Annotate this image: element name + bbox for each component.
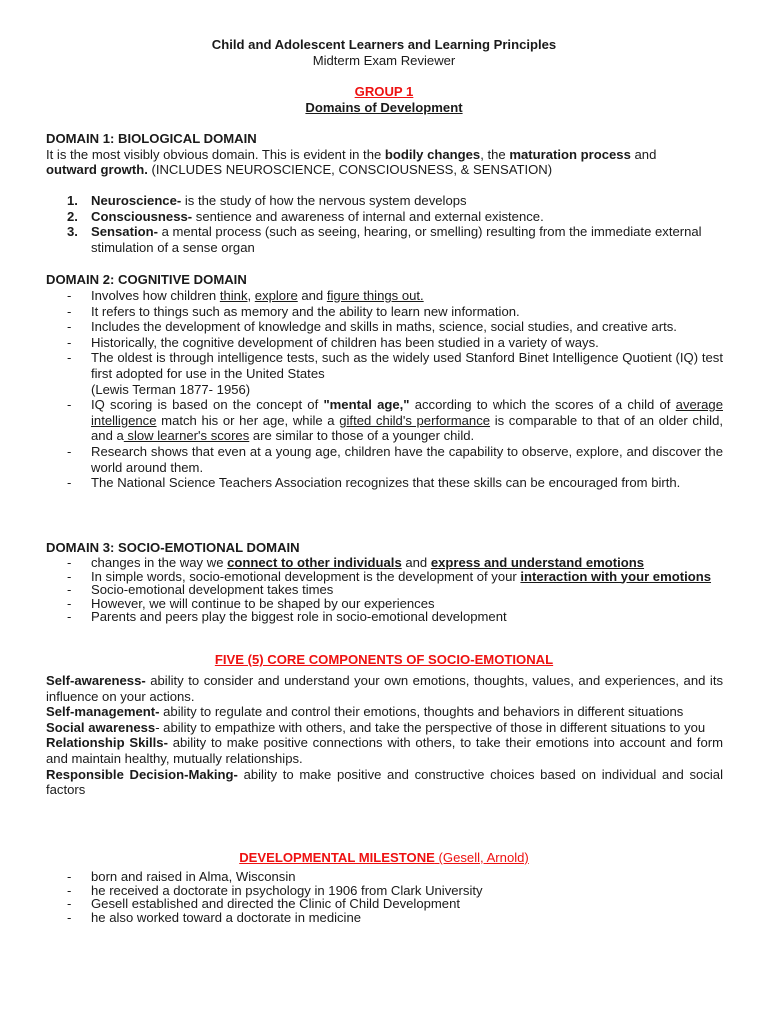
figure-things-out-term: figure things out. bbox=[326, 288, 424, 303]
list-item: - It refers to things such as memory and the ability to learn new information. bbox=[67, 303, 520, 319]
core-item: Social awareness- ability to empathize with others, and take the perspective of those in different situations to you bbox=[46, 719, 706, 735]
list-item: - Historically, the cognitive development of children has been studied in a variety of ways. bbox=[67, 334, 599, 350]
list-item: 2. Consciousness- sentience and awareness of internal and external existence. bbox=[67, 208, 544, 224]
document-title: Child and Adolescent Learners and Learning Principles bbox=[211, 37, 557, 52]
milestone-list bbox=[46, 870, 723, 924]
core-item: Self-management- ability to regulate and control their emotions, thoughts and behaviors in different situations bbox=[46, 704, 684, 720]
list-item: - The National Science Teachers Association recognizes that these skills can be encouraged from birth. bbox=[67, 475, 681, 491]
list-item: - Gesell established and directed the Clinic of Child Development bbox=[67, 896, 461, 911]
milestone-heading: DEVELOPMENTAL MILESTONE (Gesell, Arnold) bbox=[239, 850, 529, 865]
list-item: - The oldest is through intelligence tests, such as the widely used Stanford Binet Intelligence Quotient (IQ) test first adopted for use in the United States (Lewis Terman 1877- 1956) bbox=[67, 350, 723, 397]
interaction-emotions-term: interaction with your emotions bbox=[520, 568, 712, 584]
domain1-heading: DOMAIN 1: BIOLOGICAL DOMAIN bbox=[46, 131, 257, 146]
group-label: GROUP 1 bbox=[354, 84, 414, 99]
domain3-list bbox=[46, 556, 723, 624]
list-item: - However, we will continue to be shaped by our experiences bbox=[67, 595, 435, 611]
domain3-heading: DOMAIN 3: SOCIO-EMOTIONAL DOMAIN bbox=[46, 540, 300, 555]
average-intelligence-term: average intelligence bbox=[91, 397, 723, 428]
think-term: think bbox=[219, 288, 248, 303]
document-subtitle: Midterm Exam Reviewer bbox=[312, 53, 456, 68]
bodily-changes-term: bodily changes bbox=[384, 146, 481, 162]
list-item: - he received a doctorate in psychology in 1906 from Clark University bbox=[67, 882, 483, 898]
group-heading bbox=[0, 84, 768, 100]
topic-label: Domains of Development bbox=[305, 100, 463, 115]
milestone-authors: (Gesell, Arnold) bbox=[434, 850, 529, 865]
topic-heading bbox=[0, 100, 768, 116]
gifted-performance-term: gifted child's performance bbox=[339, 412, 491, 428]
core-item: Responsible Decision-Making- ability to make positive and constructive choices based on individual and social factors bbox=[46, 766, 723, 798]
list-item: - changes in the way we connect to other individuals and express and understand emotions bbox=[67, 555, 645, 570]
core-item: Self-awareness- ability to consider and understand your own emotions, thoughts, values, and experiences, and its influence on your actions. bbox=[46, 673, 723, 704]
domain2-heading: DOMAIN 2: COGNITIVE DOMAIN bbox=[46, 272, 247, 287]
domain1-intro: It is the most visibly obvious domain. This is evident in the bodily changes, the maturation process and outward growth. (INCLUDES NEUROSCIENCE, CONSCIOUSNESS, & SENSATION) bbox=[46, 146, 657, 178]
domain1-section bbox=[46, 131, 723, 178]
express-emotions-term: express and understand emotions bbox=[430, 555, 645, 570]
mental-age-term: "mental age," bbox=[323, 397, 410, 413]
core-item: Relationship Skills- ability to make positive connections with others, to take their emotions into account and form and maintain healthy, mutually relationships. bbox=[46, 735, 723, 766]
list-item: - IQ scoring is based on the concept of "mental age," according to which the scores of a child of average intelligence match his or her age, while a gifted child's performance is comparable to that of an older child, and a slow learner's scores are similar to those of a younger child. bbox=[67, 397, 723, 444]
list-item: 3. Sensation- a mental process (such as seeing, hearing, or smelling) resulting from the immediate external stimulation of a sense organ bbox=[67, 224, 702, 255]
connect-term: connect to other individuals bbox=[227, 555, 402, 570]
list-item: - Involves how children think, explore and figure things out. bbox=[67, 288, 424, 303]
terman-note: (Lewis Terman 1877- 1956) bbox=[91, 381, 251, 397]
list-item: - he also worked toward a doctorate in medicine bbox=[67, 909, 362, 925]
domain1-list bbox=[46, 193, 723, 255]
list-item: - Includes the development of knowledge and skills in maths, science, social studies, and creative arts. bbox=[67, 319, 677, 335]
list-item: - Research shows that even at a young age, children have the capability to observe, explore, and discover the world around them. bbox=[67, 443, 723, 475]
maturation-process-term: maturation process bbox=[509, 146, 631, 162]
domain2-list bbox=[46, 288, 723, 491]
list-item: - born and raised in Alma, Wisconsin bbox=[67, 869, 296, 884]
core-heading: FIVE (5) CORE COMPONENTS OF SOCIO-EMOTIONAL bbox=[214, 652, 554, 667]
outward-growth-term: outward growth. bbox=[46, 162, 148, 178]
slow-learner-term: slow learner's scores bbox=[123, 428, 250, 444]
core-components bbox=[46, 673, 723, 798]
list-item: 1. Neuroscience- is the study of how the nervous system develops bbox=[67, 193, 467, 208]
list-item: - In simple words, socio-emotional development is the development of your interaction with your emotions bbox=[67, 568, 712, 584]
list-item: - Parents and peers play the biggest role in socio-emotional development bbox=[67, 609, 507, 624]
explore-term: explore bbox=[254, 288, 298, 303]
list-item: - Socio-emotional development takes times bbox=[67, 582, 334, 597]
